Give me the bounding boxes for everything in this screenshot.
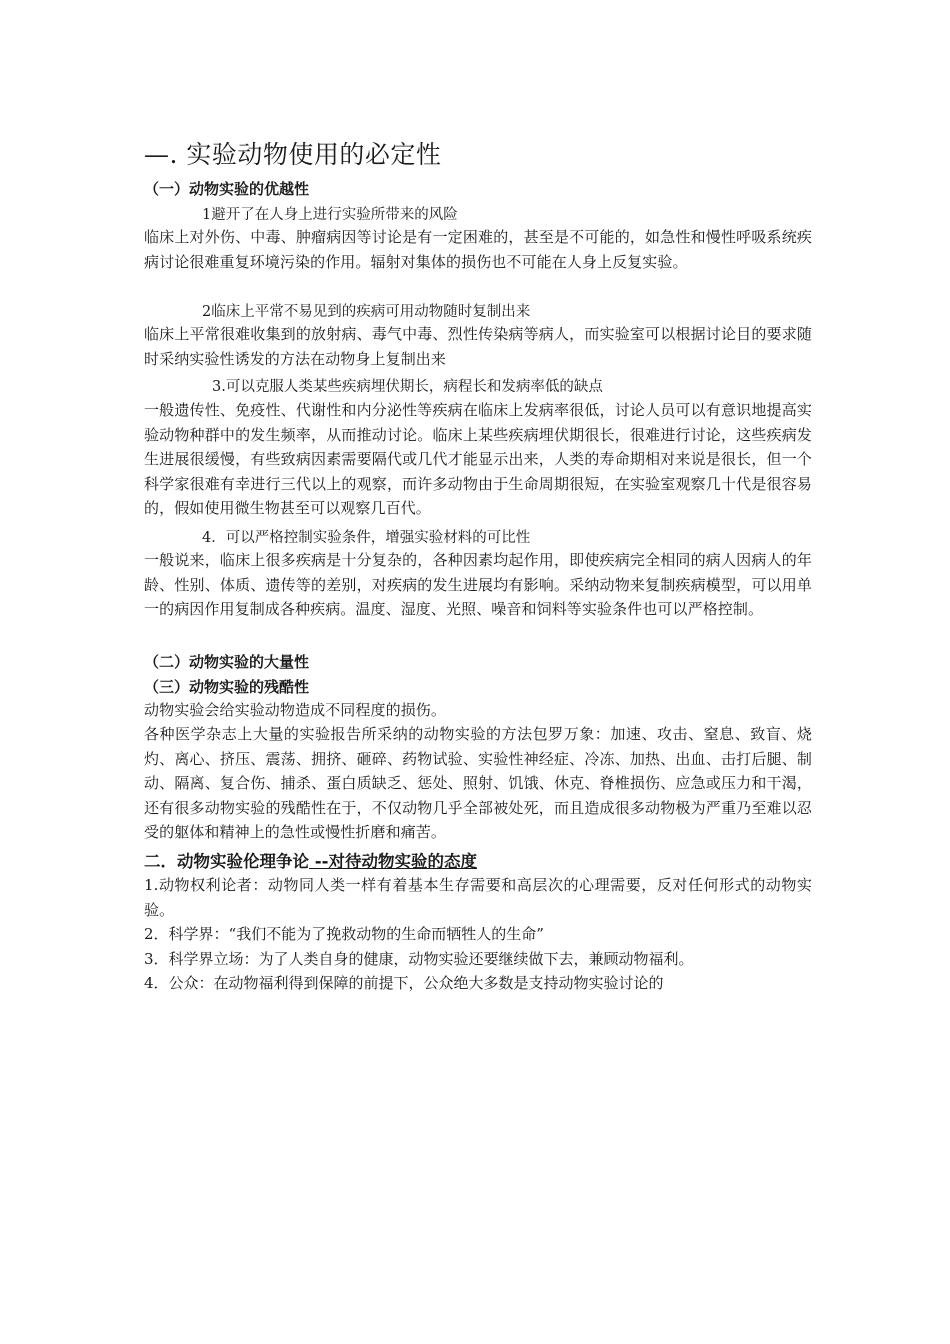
paragraph-3: 一般遗传性、免疫性、代谢性和内分泌性等疾病在临床上发病率很低，讨论人员可以有意识地提高实验动物种群中的发生频率，从而推动讨论。临床上某些疾病埋伏期很长，很难进行讨论，这些疾病发生进展很缓慢，有些致病因素需要隔代或几代才能显示出来，人类的寿命期相对来说是很长，但一个科学家很难有幸进行三代以上的观察，而许多动物由于生命周期很短，在实验室观察几十代是很容易的，假如使用微生物甚至可以观察几百代。	[144, 401, 812, 517]
item-1-heading: 1避开了在人身上进行实验所带来的风险	[202, 207, 458, 223]
subsection-1-heading: （一）动物实验的优越性	[144, 180, 310, 198]
section-2-point-3: 3．科学界立场：为了人类自身的健康，动物实验还要继续做下去，兼顾动物福利。	[144, 950, 694, 968]
subsection-3-heading: （三）动物实验的残酷性	[144, 678, 310, 696]
item-2-heading: 2临床上平常不易见到的疾病可用动物随时复制出来	[202, 304, 531, 320]
paragraph-5: 动物实验会给实验动物造成不同程度的损伤。	[144, 701, 447, 719]
item-4-heading: 4．可以严格控制实验条件，增强实验材料的可比性	[202, 530, 531, 546]
section-2-point-1: 1.动物权利论者：动物同人类一样有着基本生存需要和高层次的心理需要，反对任何形式的动物实验。	[144, 876, 812, 919]
section-2-title-underlined: --对待动物实验的态度	[309, 852, 477, 871]
section-2-title	[144, 848, 477, 872]
section-2-title-main: 二．动物实验伦理争论	[144, 852, 309, 871]
section-2-point-4: 4．公众：在动物福利得到保障的前提下，公众绝大多数是支持动物实验讨论的	[144, 974, 664, 992]
section-2-point-2: 2．科学界：“我们不能为了挽救动物的生命而牺牲人的生命”	[144, 925, 544, 943]
subsection-2-heading: （二）动物实验的大量性	[144, 653, 310, 671]
paragraph-6: 各种医学杂志上大量的实验报告所采纳的动物实验的方法包罗万象：加速、攻击、窒息、致盲、烧灼、离心、挤压、震荡、拥挤、砸碎、药物试验、实验性神经症、冷冻、加热、出血、击打后腿、制动、隔离、复合伤、捕杀、蛋白质缺乏、惩处、照射、饥饿、休克、脊椎损伤、应急或压力和干渴，还有很多动物实验的残酷性在于，不仅动物几乎全部被处死，而且造成很多动物极为严重乃至难以忍受的躯体和精神上的急性或慢性折磨和痛苦。	[144, 725, 812, 841]
paragraph-4: 一般说来，临床上很多疾病是十分复杂的，各种因素均起作用，即使疾病完全相同的病人因病人的年龄、性别、体质、遗传等的差别，对疾病的发生进展均有影响。采纳动物来复制疾病模型，可以用单一的病因作用复制成各种疾病。温度、湿度、光照、噪音和饲料等实验条件也可以严格控制。	[144, 551, 812, 618]
section-1-title: —. 实验动物使用的必定性	[144, 140, 442, 169]
item-3-heading: 3.可以克服人类某些疾病埋伏期长，病程长和发病率低的缺点	[212, 379, 603, 395]
paragraph-2: 临床上平常很难收集到的放射病、毒气中毒、烈性传染病等病人，而实验室可以根据讨论目的要求随时采纳实验性诱发的方法在动物身上复制出来	[144, 325, 812, 368]
paragraph-1: 临床上对外伤、中毒、肿瘤病因等讨论是有一定困难的，甚至是不可能的，如急性和慢性呼吸系统疾病讨论很难重复环境污染的作用。辐射对集体的损伤也不可能在人身上反复实验。	[144, 228, 812, 271]
